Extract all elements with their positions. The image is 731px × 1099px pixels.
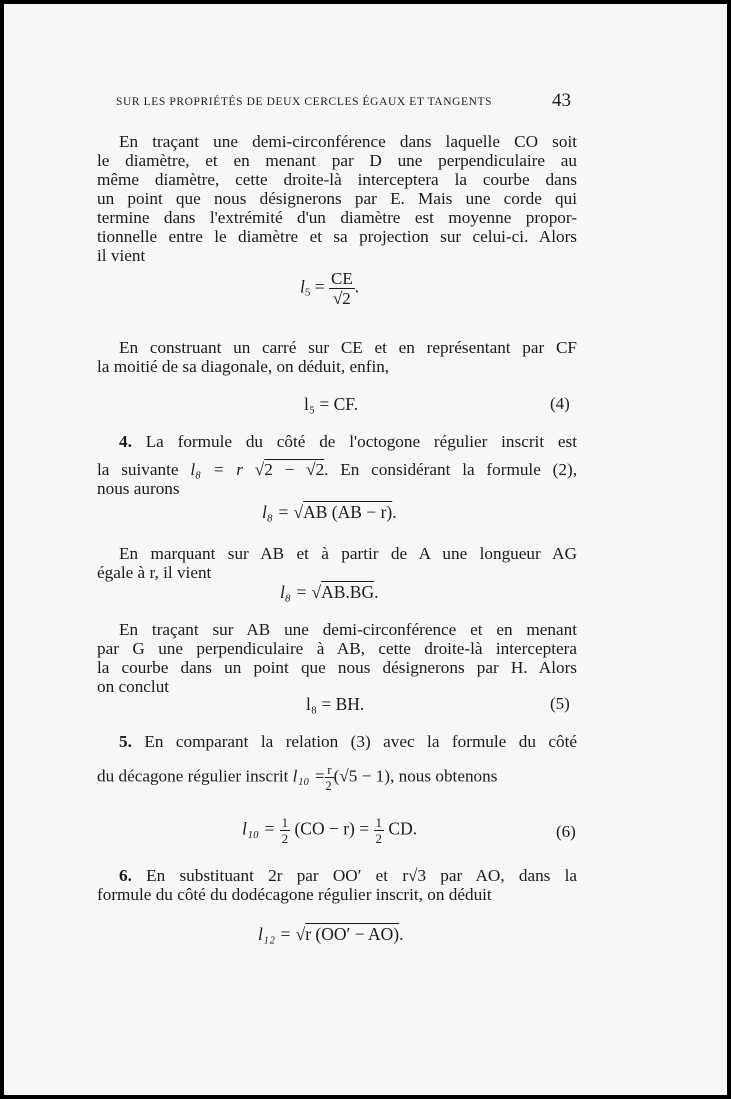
text-line: le diamètre, et en menant par D une perpendiculaire au: [97, 151, 577, 170]
text-line: En traçant sur AB une demi-circonférence et en menant: [119, 620, 577, 639]
text-line: la suivante l₈ = r √2 − √2. En considérant la formule (2),: [97, 460, 577, 479]
text-line: formule du côté du dodécagone régulier inscrit, on déduit: [97, 885, 492, 904]
fraction: $\frac{1}{2}$: [281, 815, 289, 846]
page-number: 43: [552, 90, 571, 111]
text-line: on conclut: [97, 677, 170, 696]
section-5: [97, 732, 577, 792]
equation-l5-fraction: $l_5$ = $\frac{CE}{√2}$ .: [300, 269, 360, 308]
text-line: égale à r, il vient: [97, 563, 212, 582]
running-title: SUR LES PROPRIÉTÉS DE DEUX CERCLES ÉGAUX ET TANGENTS: [116, 96, 493, 108]
text-line: même diamètre, cette droite-là interceptera la courbe dans: [97, 170, 577, 189]
equation-l8-b: l₈ = √AB.BG.: [280, 582, 379, 602]
equation-l12: l₁₂ = √r (OO′ − AO).: [258, 924, 404, 944]
section-6: [97, 866, 577, 904]
text-line: un point que nous désignerons par E. Mais une corde qui: [97, 189, 577, 208]
section-number: 6.: [119, 866, 132, 885]
page: [4, 4, 727, 1095]
text-line: il vient: [97, 246, 146, 265]
equation-6: l₁₀ = $\frac{1}{2}$ (CO − r) = $\frac{1}{2}$ CD.: [242, 815, 418, 846]
paragraph-2: [97, 338, 577, 376]
equation-l8-a: l₈ = √AB (AB − r).: [262, 502, 397, 522]
equation-5: l₈ = BH.: [306, 694, 365, 714]
equation-number-5: (5): [550, 694, 570, 713]
text-line: la moitié de sa diagonale, on déduit, enfin,: [97, 357, 390, 376]
text-line: 6. En substituant 2r par OO′ et r√3 par AO, dans la: [119, 866, 578, 885]
equation-4: l₅ = CF.: [304, 394, 358, 414]
equation-number-4: (4): [550, 394, 570, 413]
text-line: la courbe dans un point que nous désignerons par H. Alors: [97, 658, 577, 677]
paragraph-3: [97, 544, 577, 582]
section-4: [97, 432, 577, 498]
section-number: 4.: [119, 432, 132, 451]
text-line: En marquant sur AB et à partir de A une longueur AG: [119, 544, 577, 563]
text-line: 4. La formule du côté de l'octogone régulier inscrit est: [119, 432, 577, 451]
fraction: $\frac{r}{2}$: [325, 762, 332, 793]
paragraph-1: [97, 132, 577, 265]
equation-number-6: (6): [556, 822, 576, 841]
text-line: En construant un carré sur CE et en représentant par CF: [119, 338, 577, 357]
text-line: par G une perpendiculaire à AB, cette droite-là interceptera: [97, 639, 577, 658]
paragraph-4: [97, 620, 577, 696]
fraction: $\frac{1}{2}$: [375, 815, 383, 846]
text-line: En traçant une demi-circonférence dans laquelle CO soit: [119, 132, 577, 151]
section-number: 5.: [119, 732, 132, 751]
fraction: $\frac{CE}{√2}$: [331, 269, 353, 308]
text-line: 5. En comparant la relation (3) avec la formule du côté: [119, 732, 578, 751]
text-line: tionnelle entre le diamètre et sa projection sur celui-ci. Alors: [97, 227, 577, 246]
text-line: termine dans l'extrémité d'un diamètre est moyenne propor-: [97, 208, 577, 227]
text-line: du décagone régulier inscrit l₁₀ = $\frac{r}{2}$ (√5 − 1), nous obtenons: [97, 762, 498, 793]
text-line: nous aurons: [97, 479, 180, 498]
